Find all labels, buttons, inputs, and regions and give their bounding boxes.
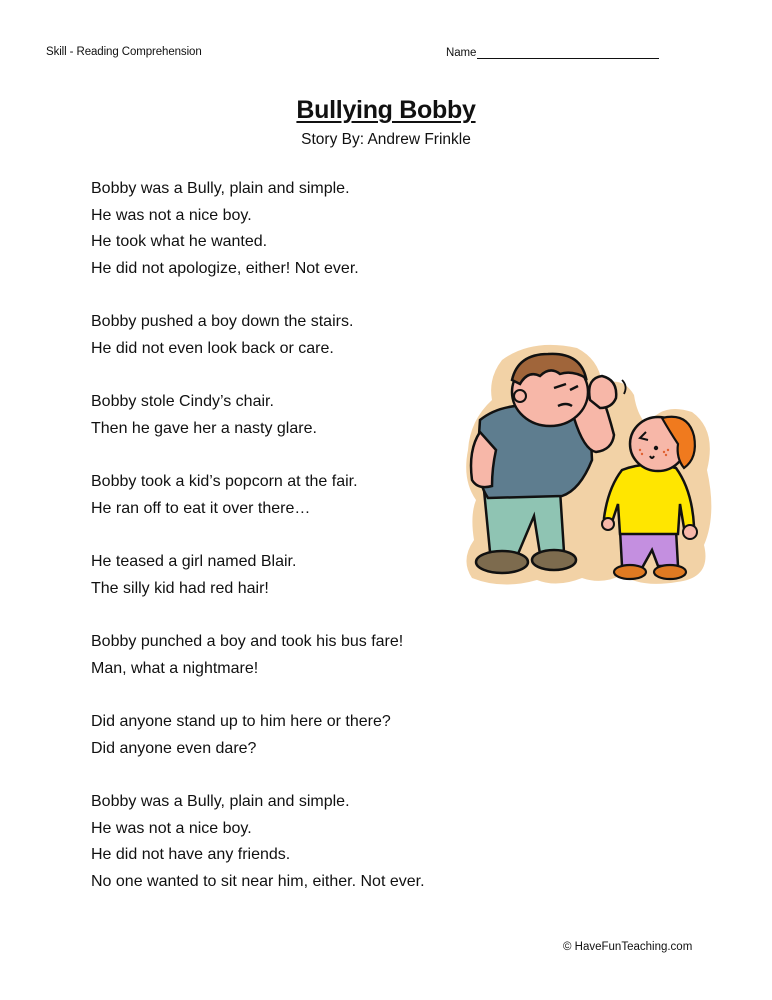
stanza: [91, 309, 425, 362]
story-line: He took what he wanted.: [91, 233, 268, 250]
bully-illustration: [462, 340, 720, 590]
stanza: [91, 709, 425, 762]
story-line: No one wanted to sit near him, either. Not ever.: [91, 872, 425, 890]
name-blank-line: [477, 46, 659, 59]
page-title: [0, 96, 772, 125]
skill-label: Skill - Reading Comprehension: [46, 46, 202, 58]
story-line: Then he gave her a nasty glare.: [91, 419, 317, 437]
story-line: Did anyone stand up to him here or there?: [91, 713, 391, 730]
story-line: He teased a girl named Blair.: [91, 553, 297, 570]
story-line: Did anyone even dare?: [91, 739, 257, 757]
story-line: Bobby took a kid’s popcorn at the fair.: [91, 473, 358, 490]
stanza: [91, 629, 425, 682]
story-line: He was not a nice boy.: [91, 819, 252, 837]
story-line: He ran off to eat it over there…: [91, 499, 311, 517]
story-line: Bobby stole Cindy’s chair.: [91, 393, 274, 410]
name-field: [446, 46, 659, 59]
byline: Story By: Andrew Frinkle: [301, 131, 471, 148]
story-line: Bobby was a Bully, plain and simple.: [91, 180, 350, 197]
stanza: [91, 549, 425, 602]
stanza: [91, 789, 425, 895]
story-line: He did not even look back or care.: [91, 339, 334, 357]
story-line: Bobby pushed a boy down the stairs.: [91, 313, 354, 330]
name-label: Name: [446, 47, 477, 59]
story-line: He was not a nice boy.: [91, 206, 252, 224]
story-line: Bobby punched a boy and took his bus fare!: [91, 633, 404, 650]
story-line: The silly kid had red hair!: [91, 579, 269, 597]
copyright-footer: © HaveFunTeaching.com: [563, 941, 693, 953]
stanza: [91, 176, 425, 282]
bully-cartoon-icon: [462, 340, 720, 590]
story-text: [91, 176, 425, 922]
story-line: Man, what a nightmare!: [91, 659, 259, 677]
stanza: [91, 469, 425, 522]
story-line: He did not have any friends.: [91, 846, 291, 863]
story-line: He did not apologize, either! Not ever.: [91, 259, 359, 277]
story-line: Bobby was a Bully, plain and simple.: [91, 793, 350, 810]
stanza: [91, 389, 425, 442]
title-text: Bullying Bobby: [296, 96, 476, 124]
